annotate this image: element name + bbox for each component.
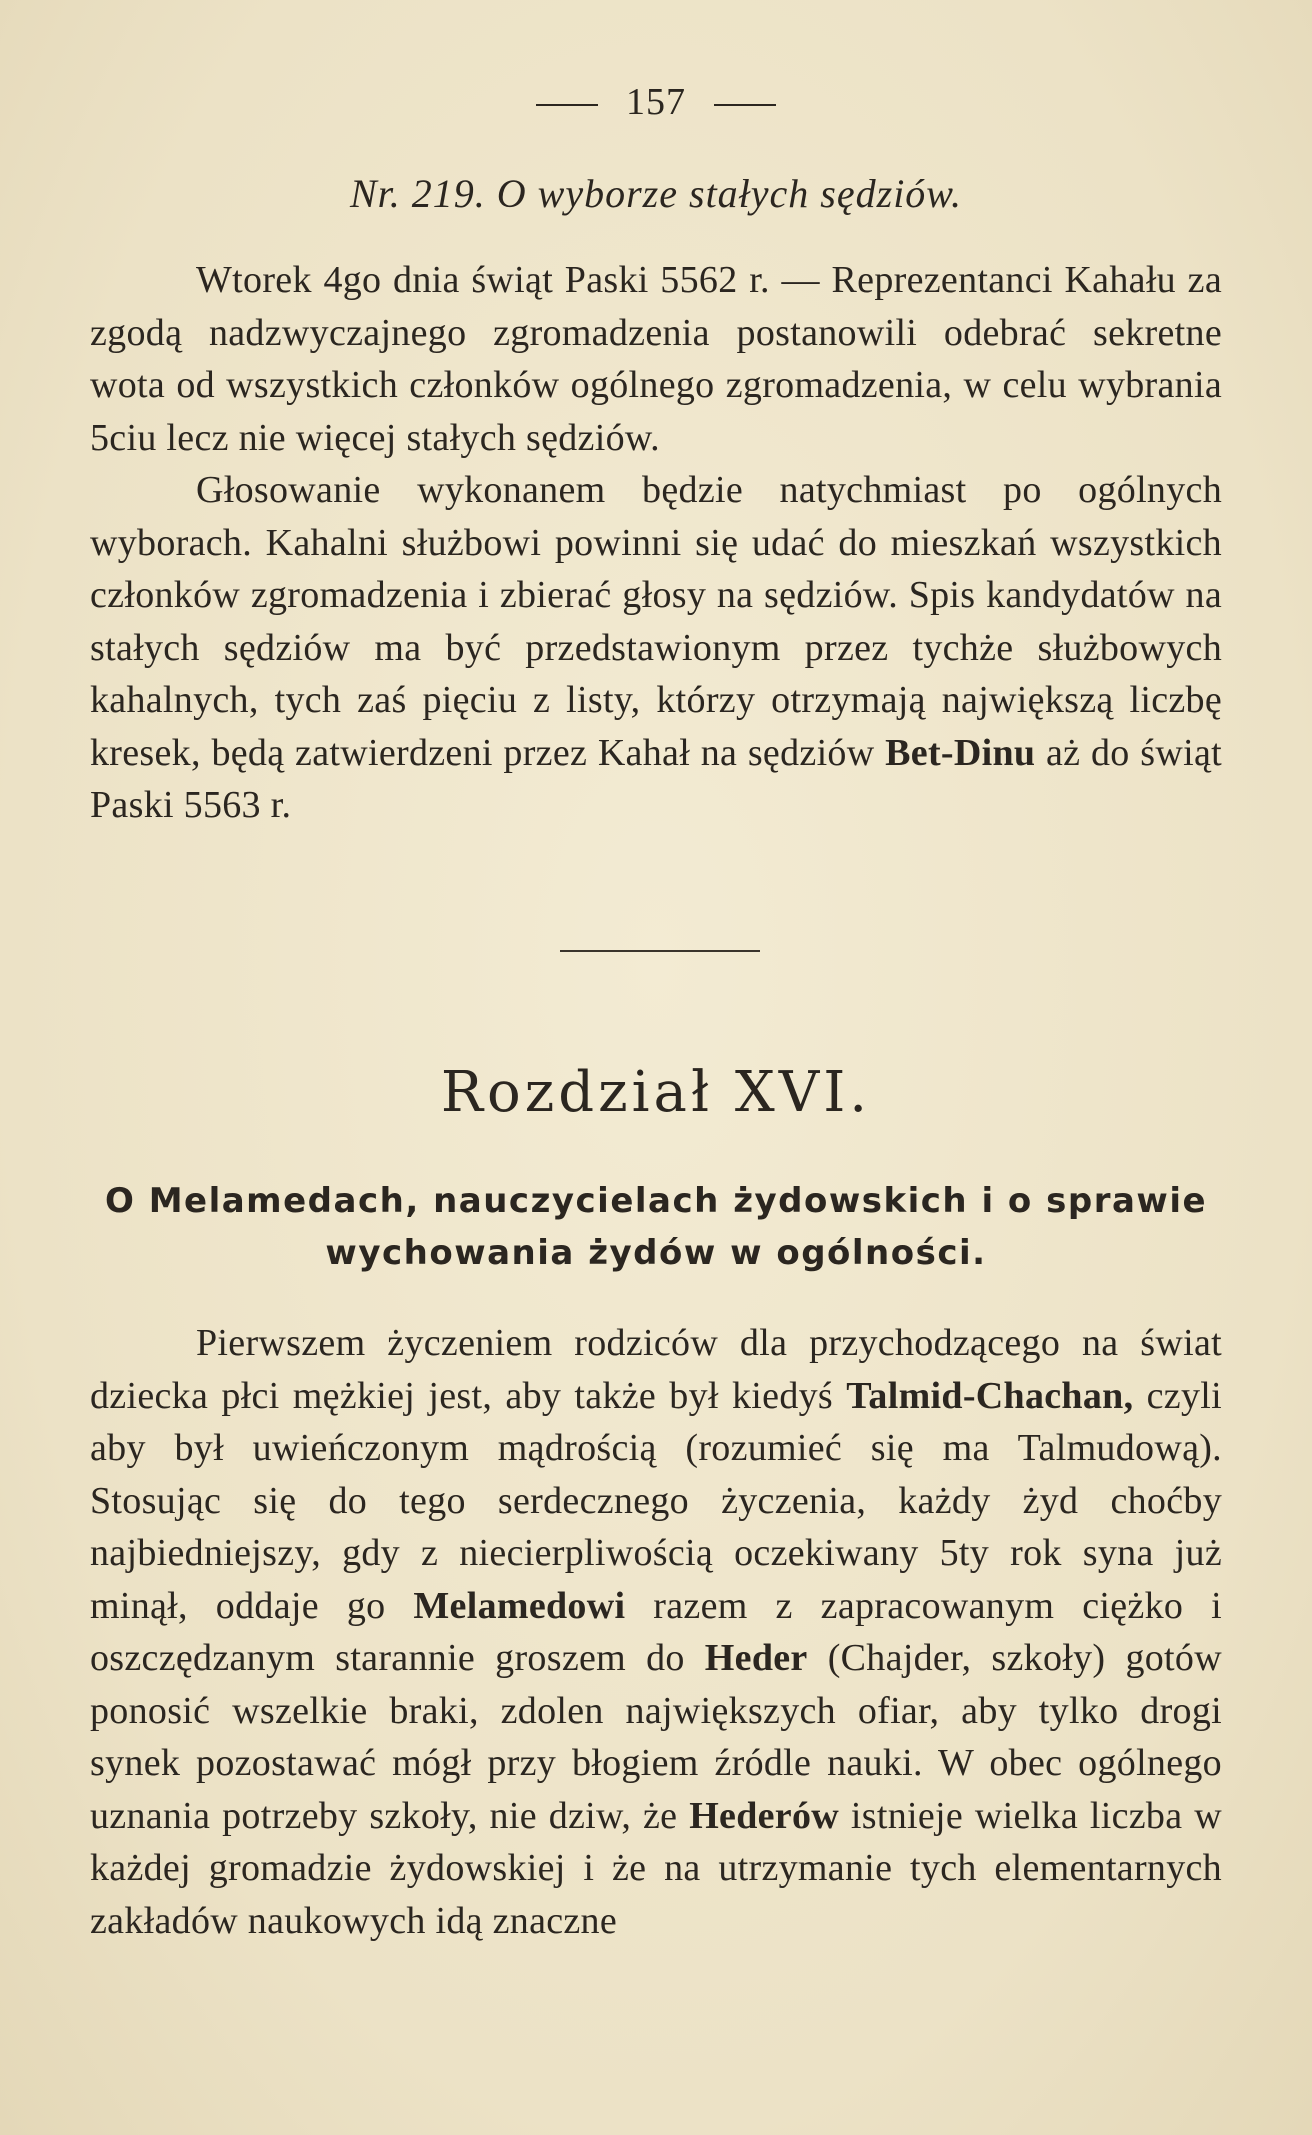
paragraph-1: Wtorek 4go dnia świąt Paski 5562 r. — Reprezentanci Kahału za zgodą nadzwyczajnego zgromadzenia postanowili odebrać sekretne wota od wszystkich członków ogólnego zgromadzenia, w celu wybrania 5ciu lecz nie więcej stałych sędziów. xyxy=(90,259,1222,459)
melamedowi-term: Melamedowi xyxy=(413,1584,626,1627)
chapter-heading: Rozdział XVI. xyxy=(440,1060,872,1125)
body-text-5: istnieje wielka liczba w każdej gromadzie żydowskiej i że na utrzymanie tych elementarnych zakładów naukowych idą znaczne xyxy=(90,1794,1222,1942)
chapter-paragraph xyxy=(90,1317,1222,1947)
paragraph-2-text-b: aż do świąt Paski 5563 r. xyxy=(90,731,1222,826)
paragraph-2-text-a: Głosowanie wykonanem będzie natychmiast po ogólnych wyborach. Kahalni służbowi powinni się udać do mieszkań wszystkich członków zgromadzenia i zbierać głosy na sędziów. Spis kandydatów na stałych sędziów ma być przedstawionym przez tychże służbowych kahalnych, tych zaś pięciu z listy, którzy otrzymają największą liczbę kresek, będą zatwierdzeni przez Kahał na sędziów xyxy=(90,469,1222,774)
hederow-term: Hederów xyxy=(689,1794,840,1837)
separator-rule xyxy=(560,950,760,952)
paragraph-2 xyxy=(90,464,1222,832)
page-number xyxy=(0,80,1312,124)
chapter-subtitle: O Melamedach, nauczycielach żydowskich i o sprawie wychowania żydów w ogólności. xyxy=(104,1181,1208,1273)
chapter-body xyxy=(90,1317,1222,1947)
section-219-body xyxy=(90,254,1222,832)
body-text-1: Pierwszem życzeniem rodziców dla przychodzącego na świat dziecka płci mężkiej jest, aby także był kiedyś xyxy=(90,1322,1222,1417)
left-dash xyxy=(536,104,598,106)
talmid-chachan-term: Talmid-Chachan, xyxy=(846,1374,1134,1417)
page-number-text: 157 xyxy=(626,81,686,123)
body-text-2: czyli aby był uwieńczonym mądrością (rozumieć się ma Talmudową). Stosując się do tego serdecznego życzenia, każdy żyd choćby najbiedniejszy, gdy z niecierpliwością oczekiwany 5ty rok syna już minął, oddaje go xyxy=(90,1374,1222,1627)
heder-term: Heder xyxy=(704,1637,808,1679)
body-text-4: (Chajder, szkoły) gotów ponosić wszelkie braki, zdolen największych ofiar, aby tylko drogi synek pozostawać mógł przy błogiem źródle nauki. W obec ogólnego uznania potrzeby szkoły, nie dziw, że xyxy=(90,1637,1222,1837)
right-dash xyxy=(714,104,776,106)
section-title: Nr. 219. O wyborze stałych sędziów. xyxy=(349,171,963,216)
bet-dinu-term: Bet-Dinu xyxy=(885,731,1036,774)
body-text-3: razem z zapracowanym ciężko i oszczędzanym starannie groszem do xyxy=(90,1584,1222,1679)
